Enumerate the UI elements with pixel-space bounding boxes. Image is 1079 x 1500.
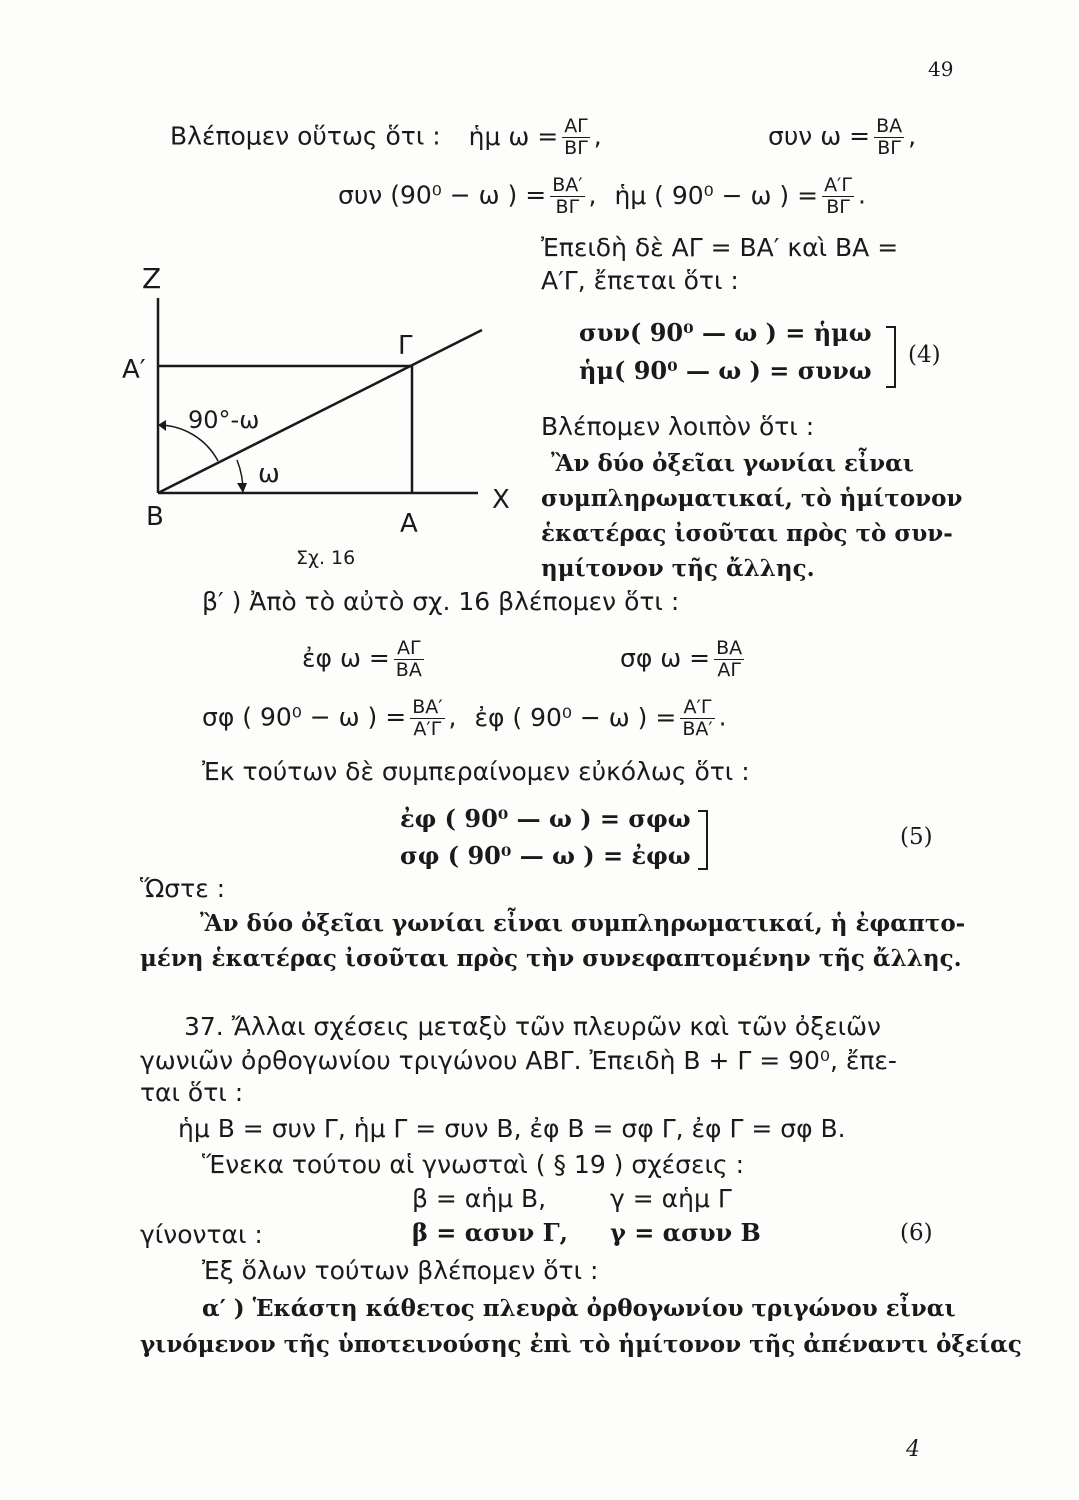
equation-4-label: (4) (908, 342, 941, 368)
equation-4-line-1: συν( 90⁰ — ω ) = ἡμω (579, 318, 872, 347)
equation-6-label: (6) (900, 1220, 933, 1246)
theorem-1-line-1: Ἂν δύο ὀξεῖαι γωνίαι εἶναι (551, 450, 914, 477)
label-a: Α (400, 509, 418, 539)
section-37-heading: 37. Ἄλλαι σχέσεις μεταξὺ τῶν πλευρῶν καὶ τῶν ὀξειῶν (184, 1012, 882, 1041)
fraction: $\frac{A'\Gamma}{B\Gamma}$ (824, 174, 852, 218)
from-all-text: Ἐξ ὅλων τούτων βλέπομεν ὅτι : (202, 1256, 599, 1285)
formula-line-1: Βλέπομεν οὕτως ὅτι : ἡμ ω = $\frac{A\Gamma}{B\Gamma}$ , (170, 115, 602, 159)
tan-omega-formula: ἐφ ω = $\frac{A\Gamma}{BA}$ (302, 637, 422, 681)
label-complement-angle: 90°-ω (188, 406, 260, 434)
lead-text: Βλέπομεν οὕτως ὅτι : (170, 121, 441, 151)
fraction: $\frac{BA}{B\Gamma}$ (876, 115, 903, 159)
formula-line-complements: σφ ( 90⁰ − ω ) = $\frac{BA'}{A'\Gamma}$ , ἐφ ( 90⁰ − ω ) = $\frac{A'\Gamma}{BA'}$ . (202, 696, 727, 740)
label-x: Χ (492, 485, 510, 515)
complement-relations: ἡμ Β = συν Γ, ἡμ Γ = συν Β, ἐφ Β = σφ Γ, ἐφ Γ = σφ Β. (178, 1114, 846, 1143)
label-z: Z (142, 262, 162, 295)
relation-beta-sin: β = αἡμ Β, (412, 1184, 547, 1213)
equation-5-line-2: σφ ( 90⁰ — ω ) = ἐφω (400, 841, 691, 870)
theorem-1-line-3: ἑκατέρας ἰσοῦται πρὸς τὸ συν- (541, 520, 953, 547)
equation-5-label: (5) (900, 824, 933, 850)
relation-gamma-sin: γ = αἡμ Γ (610, 1184, 732, 1213)
page-number: 49 (928, 57, 954, 81)
relation-beta-cos: β = ασυν Γ, (412, 1218, 568, 1247)
label-b: Β (146, 502, 164, 532)
theorem-2-line-1: Ἂν δύο ὀξεῖαι γωνίαι εἶναι συμπληρωματικαί, ἡ ἐφαπτο- (200, 910, 966, 937)
hoste-text: Ὥστε : (140, 874, 226, 903)
cot-omega-formula: σφ ω = $\frac{BA}{A\Gamma}$ (620, 637, 743, 681)
figure-caption: Σχ. 16 (296, 547, 356, 569)
equation-4-line-2: ἡμ( 90⁰ — ω ) = συνω (579, 356, 872, 385)
final-statement-line-1: α′ ) Ἑκάστη κάθετος πλευρὰ ὀρθογωνίου τριγώνου εἶναι (202, 1295, 956, 1322)
theorem-2-line-2: μένη ἑκατέρας ἰσοῦται πρὸς τὴν συνεφαπτομένην τῆς ἄλλης. (140, 945, 962, 972)
formula-line-2: συν (90⁰ − ω ) = $\frac{BA'}{B\Gamma}$ , ἡμ ( 90⁰ − ω ) = $\frac{A'\Gamma}{B\Gamma}$ . (338, 174, 866, 218)
theorem-1-line-2: συμπληρωματικαί, τὸ ἡμίτονον (541, 485, 963, 512)
omega-arrow-icon (237, 483, 247, 493)
since-line-2: Α′Γ, ἔπεται ὅτι : (541, 266, 739, 295)
relation-gamma-cos: γ = ασυν Β (610, 1218, 761, 1247)
fraction: $\frac{A\Gamma}{BA}$ (395, 637, 422, 681)
fraction: $\frac{A'\Gamma}{BA'}$ (682, 696, 713, 740)
equation-5-brace (698, 810, 708, 870)
theorem-1-line-4: ημίτονον τῆς ἄλλης. (541, 555, 815, 582)
equation-4-brace (886, 326, 896, 388)
equation-5-line-1: ἐφ ( 90⁰ — ω ) = σφω (400, 804, 691, 833)
label-gamma: Γ (398, 331, 413, 361)
cos-omega-label: συν ω = (768, 121, 871, 151)
since-line-1: Ἐπειδὴ δὲ ΑΓ = ΒΑ′ καὶ ΒΑ = (541, 233, 899, 262)
section-37-line-3: ται ὅτι : (140, 1078, 244, 1107)
formula-cos-omega: συν ω = $\frac{BA}{B\Gamma}$ , (768, 115, 917, 159)
figure-16 (100, 250, 540, 590)
footer-signature-mark: 4 (906, 1437, 920, 1462)
fraction: $\frac{BA'}{B\Gamma}$ (552, 174, 583, 218)
final-statement-line-2: γινόμενον τῆς ὑποτεινούσης ἐπὶ τὸ ἡμίτονον τῆς ἀπέναντι ὀξείας (140, 1331, 1022, 1358)
conclude-text: Ἐκ τούτων δὲ συμπεραίνομεν εὐκόλως ὅτι : (202, 757, 750, 786)
label-a-prime: Α′ (122, 355, 146, 385)
label-omega: ω (258, 459, 280, 489)
fraction: $\frac{BA}{A\Gamma}$ (716, 637, 743, 681)
see-therefore: Βλέπομεν λοιπὸν ὅτι : (541, 412, 815, 441)
section-37-line-2: γωνιῶν ὀρθογωνίου τριγώνου ΑΒΓ. Ἐπειδὴ Β + Γ = 90⁰, ἔπε- (140, 1046, 897, 1075)
known-relations-text: Ἕνεκα τούτου αἱ γνωσταὶ ( § 19 ) σχέσεις : (202, 1150, 745, 1179)
become-text: γίνονται : (140, 1220, 263, 1249)
part-b-intro: β′ ) Ἀπὸ τὸ αὐτὸ σχ. 16 βλέπομεν ὅτι : (202, 587, 680, 616)
fraction: $\frac{A\Gamma}{B\Gamma}$ (564, 115, 588, 159)
fraction: $\frac{BA'}{A'\Gamma}$ (412, 696, 443, 740)
sin-omega-label: ἡμ ω = (468, 121, 559, 151)
